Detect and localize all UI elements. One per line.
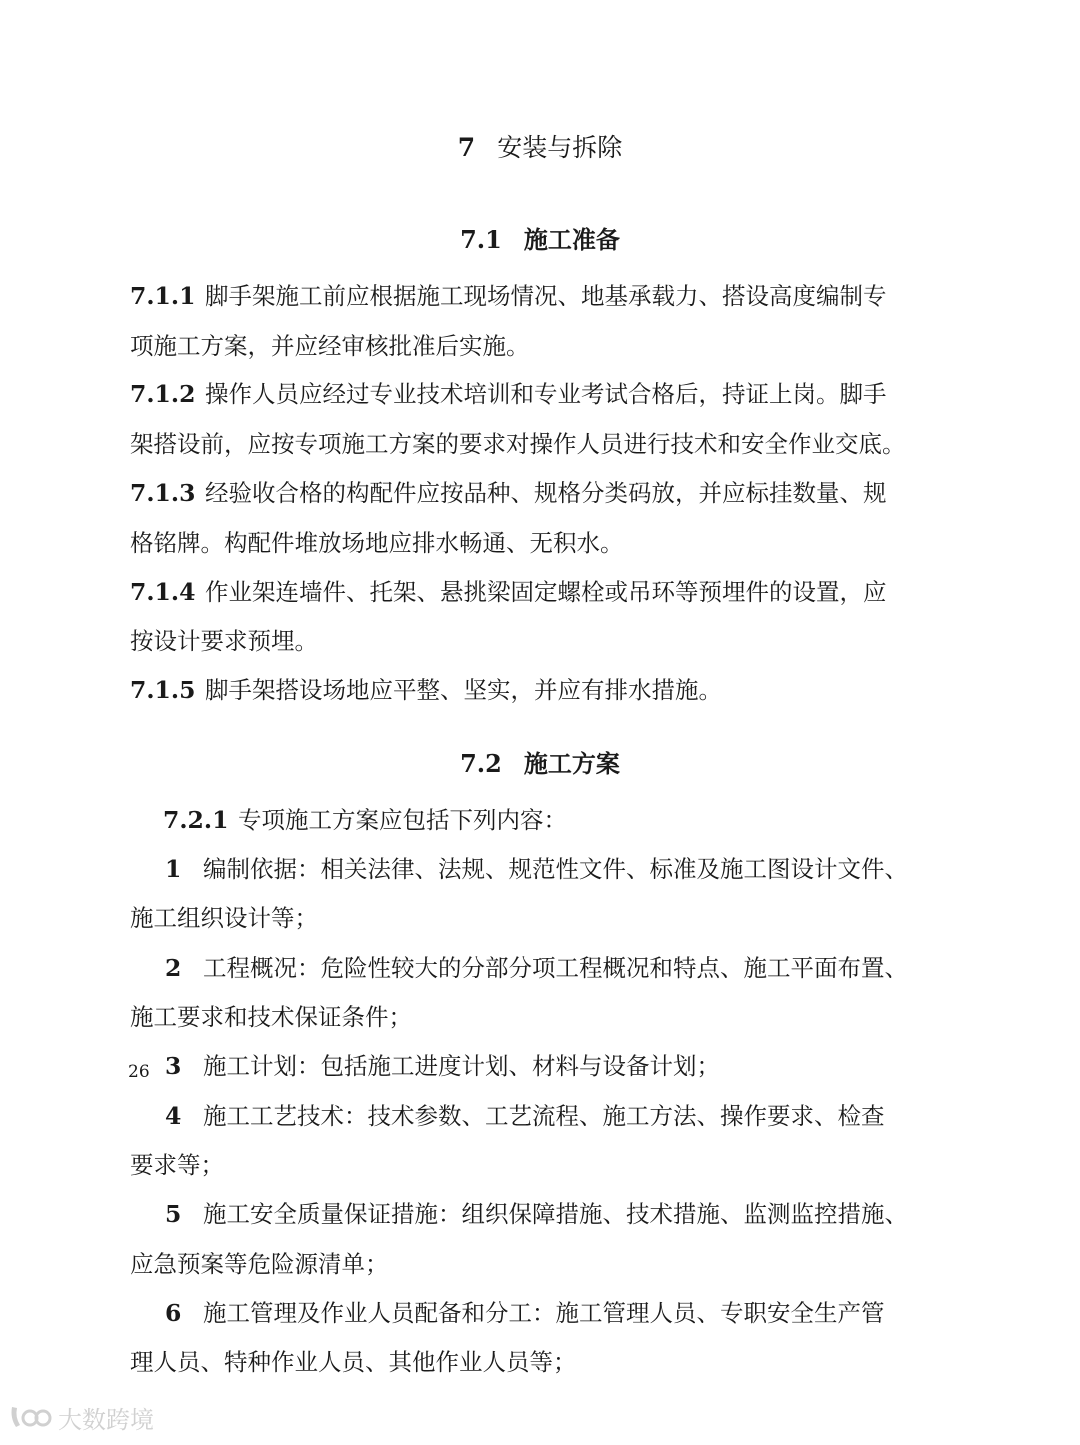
list-item-line (130, 1343, 577, 1377)
clause-line (130, 622, 318, 656)
item-number: 4 (165, 1102, 182, 1130)
item-number: 3 (165, 1052, 182, 1080)
section-heading (0, 220, 1080, 255)
clause-number: 7.1.4 (130, 578, 196, 606)
section-title: 施工方案 (523, 749, 620, 778)
clause-line (130, 474, 887, 508)
section-number: 7.1 (460, 225, 502, 254)
clause-line (130, 327, 530, 361)
chapter-title (0, 128, 1080, 164)
clause-text: 作业架连墙件、托架、悬挑梁固定螺栓或吊环等预埋件的设置，应 (205, 578, 887, 606)
item-text: 施工计划：包括施工进度计划、材料与设备计划； (203, 1052, 720, 1080)
clause-text: 格铭牌。构配件堆放场地应排水畅通、无积水。 (130, 529, 624, 557)
clause-number: 7.1.2 (130, 380, 196, 408)
list-item-line (165, 1047, 720, 1081)
list-item-line (165, 1294, 885, 1328)
clause-line (130, 277, 887, 311)
clause-text: 经验收合格的构配件应按品种、规格分类码放，并应标挂数量、规 (205, 479, 887, 507)
clause-text: 项施工方案，并应经审核批准后实施。 (130, 332, 530, 360)
item-text: 施工要求和技术保证条件； (130, 1003, 412, 1031)
item-number: 5 (165, 1200, 182, 1228)
clause-number: 7.1.3 (130, 479, 196, 507)
list-item-line (130, 1146, 224, 1180)
item-text: 编制依据：相关法律、法规、规范性文件、标准及施工图设计文件、 (203, 855, 908, 883)
list-item-line (130, 899, 318, 933)
list-item-line (165, 1195, 908, 1229)
clause-text: 操作人员应经过专业技术培训和专业考试合格后，持证上岗。脚手 (205, 380, 887, 408)
clause-line (130, 375, 887, 409)
item-text: 施工工艺技术：技术参数、工艺流程、施工方法、操作要求、检查 (203, 1102, 885, 1130)
section-title: 施工准备 (523, 225, 620, 254)
list-item-line (130, 998, 412, 1032)
watermark-text: 大数跨境 (58, 1406, 154, 1434)
chapter-title-text: 安装与拆除 (497, 133, 623, 162)
list-item-line (165, 1097, 885, 1131)
item-text: 施工安全质量保证措施：组织保障措施、技术措施、监测监控措施、 (203, 1200, 908, 1228)
clause-line (163, 801, 567, 835)
section-number: 7.2 (460, 749, 502, 778)
list-item-line (165, 949, 908, 983)
clause-number: 7.1.5 (130, 676, 196, 704)
clause-line (130, 524, 624, 558)
clause-text: 脚手架施工前应根据施工现场情况、地基承载力、搭设高度编制专 (205, 282, 887, 310)
clause-line (130, 573, 887, 607)
clause-text: 按设计要求预埋。 (130, 627, 318, 655)
clause-text: 脚手架搭设场地应平整、坚实，并应有排水措施。 (205, 676, 722, 704)
watermark (8, 1400, 154, 1435)
item-text: 施工组织设计等； (130, 904, 318, 932)
list-item-line (165, 850, 908, 884)
list-item-line (130, 1245, 389, 1279)
page-number: 26 (128, 1062, 150, 1082)
clause-line (130, 671, 722, 705)
clause-line (130, 425, 906, 459)
item-text: 工程概况：危险性较大的分部分项工程概况和特点、施工平面布置、 (203, 954, 908, 982)
clause-text: 专项施工方案应包括下列内容： (238, 806, 567, 834)
chapter-number: 7 (457, 133, 476, 162)
item-text: 施工管理及作业人员配备和分工：施工管理人员、专职安全生产管 (203, 1299, 885, 1327)
item-number: 6 (165, 1299, 182, 1327)
section-heading (0, 744, 1080, 779)
item-number: 2 (165, 954, 182, 982)
clause-number: 7.2.1 (163, 806, 229, 834)
clause-number: 7.1.1 (130, 282, 196, 310)
watermark-logo-icon (8, 1403, 52, 1433)
clause-text: 架搭设前，应按专项施工方案的要求对操作人员进行技术和安全作业交底。 (130, 430, 906, 458)
item-text: 应急预案等危险源清单； (130, 1250, 389, 1278)
item-text: 要求等； (130, 1151, 224, 1179)
item-text: 理人员、特种作业人员、其他作业人员等； (130, 1348, 577, 1376)
item-number: 1 (165, 855, 182, 883)
